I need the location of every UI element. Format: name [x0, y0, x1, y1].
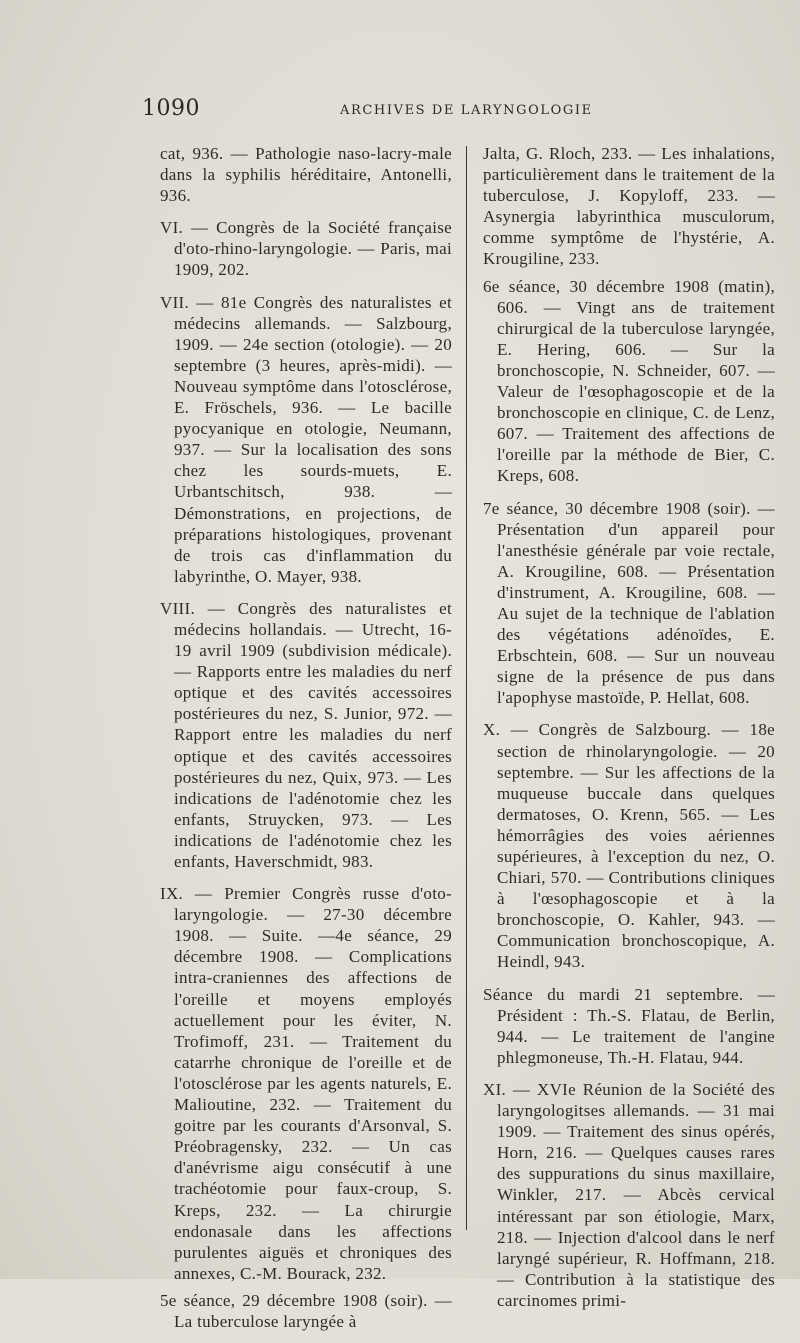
- index-entry: XI. — XVIe Réunion de la Société des laryngologitses allemands. — 31 mai 1909. — Traitement des sinus opérés, Horn, 216. — Quelques causes rares des suppurations du sinus maxillaire, Winkler, 217. — Abcès cervical intéressant par son étiologie, Marx, 218. — Injection d'alcool dans le nerf laryngé supérieur, R. Hoffmann, 218. — Contribution à la statistique des carcinomes primi-: [483, 1079, 775, 1310]
- index-entry: Jalta, G. Rloch, 233. — Les inhalations, particulièrement dans le traitement de la tuberculose, J. Kopyloff, 233. — Asynergia labyrinthica musculorum, comme symptôme de l'hystérie, A. Krougiline, 233.: [483, 144, 775, 269]
- index-entry: 7e séance, 30 décembre 1908 (soir). — Présentation d'un appareil pour l'anesthésie générale par voie rectale, A. Krougiline, 608. — Présentation d'instrument, A. Krougiline, 608. — Au sujet de la technique de l'ablation des végétations adénoïdes, E. Erbschtein, 608. — Sur un nouveau signe de la présence de pus dans l'apophyse mastoïde, P. Hellat, 608.: [483, 498, 775, 708]
- index-entry: VII. — 81e Congrès des naturalistes et médecins allemands. — Salzbourg, 1909. — 24e section (otologie). — 20 septembre (3 heures, après-midi). — Nouveau symptôme dans l'otosclérose, E. Fröschels, 936. — Le bacille pyocyanique en otologie, Neumann, 937. — Sur la localisation des sons chez les sourds-muets, E. Urbantschitsch, 938. — Démonstrations, en projections, de préparations histologiques, provenant de trois cas d'inflammation du labyrinthe, O. Mayer, 938.: [160, 292, 452, 586]
- index-entry: 5e séance, 29 décembre 1908 (soir). — La tuberculose laryngée à: [160, 1290, 452, 1331]
- index-entry: VIII. — Congrès des naturalistes et médecins hollandais. — Utrecht, 16-19 avril 1909 (subdivision médicale). — Rapports entre les maladies du nerf optique et des cavités accessoires postérieures du nez, S. Junior, 972. — Rapport entre les maladies du nerf optique et des cavités accessoires postérieures du nez, Quix, 973. — Les indications de l'adénotomie chez les enfants, Struycken, 973. — Les indications de l'adénotomie chez les enfants, Haverschmidt, 983.: [160, 598, 452, 871]
- running-title: ARCHIVES DE LARYNGOLOGIE: [340, 103, 593, 118]
- index-entry: X. — Congrès de Salzbourg. — 18e section de rhinolaryngologie. — 20 septembre. — Sur les affections de la muqueuse buccale dans quelques dermatoses, O. Krenn, 565. — Les hémorrâgies des voies aériennes supérieures, à l'exception du nez, O. Chiari, 570. — Contributions cliniques à l'œsophagoscopie et à la bronchoscopie, O. Kahler, 943. — Communication bronchoscopique, A. Heindl, 943.: [483, 720, 775, 972]
- column-divider: [466, 146, 467, 1230]
- index-entry: 6e séance, 30 décembre 1908 (matin), 606. — Vingt ans de traitement chirurgical de la tuberculose laryngée, E. Hering, 606. — Sur la bronchoscopie, N. Schneider, 607. — Valeur de l'œsophagoscopie et de la bronchoscopie en clinique, C. de Lenz, 607. — Traitement des affections de l'oreille par la méthode de Bier, C. Kreps, 608.: [483, 276, 775, 486]
- left-column: [160, 143, 452, 1343]
- index-entry: VI. — Congrès de la Société française d'oto-rhino-laryngologie. — Paris, mai 1909, 202.: [160, 218, 452, 280]
- index-entry: IX. — Premier Congrès russe d'oto-laryngologie. — 27-30 décembre 1908. — Suite. —4e séance, 29 décembre 1908. — Complications intra-craniennes des affections de l'oreille et moyens employés actuellement pour les éviter, N. Trofimoff, 231. — Traitement du catarrhe chronique de l'oreille et de l'otosclérose par les agents naturels, E. Malioutine, 232. — Traitement du goitre par les courants d'Arsonval, S. Préobragensky, 232. — Un cas d'anévrisme aigu consécutif à une trachéotomie pour faux-croup, S. Kreps, 232. — La chirurgie endonasale dans les affections purulentes aiguës et chroniques des annexes, C.-M. Bourack, 232.: [160, 884, 452, 1283]
- page-header: [142, 96, 648, 126]
- page-number: 1090: [142, 96, 200, 121]
- index-entry: Séance du mardi 21 septembre. — Président : Th.-S. Flatau, de Berlin, 944. — Le traitement de l'angine phlegmoneuse, Th.-H. Flatau, 944.: [483, 984, 775, 1067]
- index-entry: cat, 936. — Pathologie naso-lacry-male dans la syphilis héréditaire, Antonelli, 936.: [160, 144, 452, 206]
- right-column: [483, 143, 775, 1322]
